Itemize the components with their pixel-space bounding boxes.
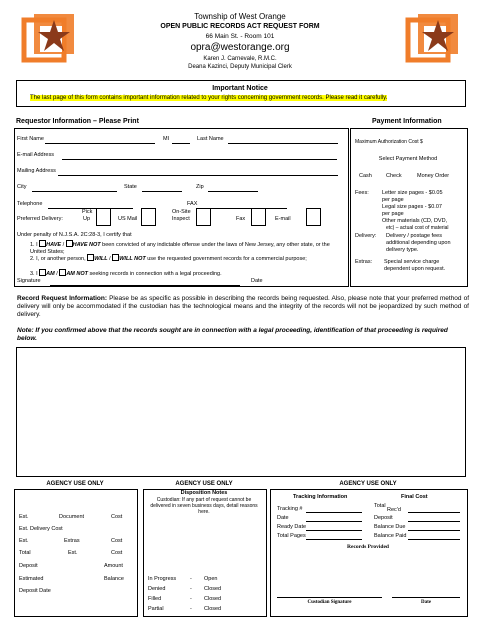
onsite-label-bottom: Inspect [172, 216, 190, 222]
logo-right-icon [402, 12, 460, 70]
am-label: AM [46, 271, 55, 277]
cert-item-2-post: use the requested government records for a commercial purpose; [145, 256, 307, 262]
record-request-info [17, 295, 469, 319]
final-cost-title: Final Cost [401, 494, 428, 500]
penalty-text: Under penalty of N.J.S.A. 2C:28-3, I certify that [17, 232, 132, 238]
deposit-date-label: Deposit Date [19, 588, 51, 594]
final-deposit-label: Deposit [374, 515, 393, 521]
ready-date-label: Ready Date [277, 524, 307, 530]
total-label: Total [19, 550, 31, 556]
agency-header-1: AGENCY USE ONLY [46, 481, 104, 487]
check-option[interactable]: Check [386, 173, 402, 179]
preferred-label: Preferred Delivery: [17, 216, 63, 222]
fee-line-4: Other materials (CD, DVD, [382, 218, 448, 224]
cert-item-3 [30, 268, 340, 278]
max-cost-label: Maximum Authorization Cost $ [355, 139, 423, 145]
fee-line-5: etc) – actual cost of material [386, 225, 449, 231]
first-name-field[interactable] [45, 143, 155, 144]
cert-item-2-pre: 2. I, or another person, [30, 256, 88, 262]
am-checkbox[interactable] [39, 269, 46, 276]
extras-line-0: Special service charge [384, 259, 440, 265]
balance-paid-label: Balance Paid [374, 533, 407, 539]
cert-item-1-sep: / [61, 242, 66, 248]
record-request-note: Note: If you confirmed above that the records sought are in connection with a legal proceeding, identification of that proceeding is required below. [17, 327, 448, 342]
usmail-label: US Mail [118, 216, 138, 222]
cert-item-3-pre: 3. I [30, 271, 40, 277]
will-not-label: WILL NOT [119, 256, 146, 262]
signature-label: Signature [17, 278, 41, 284]
amount-label: Amount [104, 563, 123, 569]
pickup-label-top: Pick [82, 209, 93, 215]
mi-field[interactable] [172, 143, 190, 144]
status-dash-1: - [190, 586, 192, 592]
status-right-1: Closed [204, 586, 222, 592]
delivery-line-2: delivery type. [386, 247, 419, 253]
final-recd-field[interactable] [408, 512, 460, 513]
fax-option-label: Fax [236, 216, 246, 222]
am-not-checkbox[interactable] [59, 269, 66, 276]
final-total-label: Total [374, 503, 386, 509]
est3-label: Est. [68, 550, 78, 556]
cert-item-2-sep: / [107, 256, 113, 262]
status-left-3: Partial [148, 606, 164, 612]
pickup-label-bottom: Up [83, 216, 91, 222]
mi-label: MI [163, 136, 170, 142]
last-name-field[interactable] [228, 143, 338, 144]
records-provided-label: Records Provided [347, 544, 389, 550]
form-title: OPEN PUBLIC RECORDS ACT REQUEST FORM [160, 23, 320, 30]
extras-label: Extras: [355, 259, 373, 265]
status-dash-2: - [190, 596, 192, 602]
zip-label: Zip [196, 184, 204, 190]
cost-label: Cost [111, 514, 123, 520]
est2-label: Est. [19, 538, 29, 544]
onsite-checkbox[interactable] [196, 208, 211, 226]
total-pages-label: Total Pages [277, 533, 306, 539]
have-not-checkbox[interactable] [66, 240, 73, 247]
payment-heading: Payment Information [372, 118, 442, 125]
requestor-heading: Requestor Information – Please Print [16, 118, 139, 125]
cert-item-3-sep: / [54, 271, 60, 277]
logo-left-icon [18, 12, 76, 70]
agency-header-2: AGENCY USE ONLY [175, 481, 233, 487]
fax-option-checkbox[interactable] [251, 208, 266, 226]
fee-line-2: Legal size pages - $0.07 [382, 204, 442, 210]
mailing-field[interactable] [58, 175, 338, 176]
notice-title: Important Notice [212, 85, 268, 92]
usmail-checkbox[interactable] [141, 208, 156, 226]
mailing-label: Mailing Address [17, 168, 56, 174]
est-label: Est. [19, 514, 29, 520]
email-option-label: E-mail [275, 216, 291, 222]
total-pages-field[interactable] [306, 539, 362, 540]
last-name-label: Last Name [197, 136, 224, 142]
state-field[interactable] [142, 191, 182, 192]
custodian-signature-field[interactable] [277, 597, 382, 598]
cost2-label: Cost [111, 538, 123, 544]
custodian-signature-label: Custodian Signature [307, 600, 352, 605]
township-name: Township of West Orange [194, 12, 286, 21]
fee-line-0: Letter size pages - $0.05 [382, 190, 443, 196]
delivery-label: Delivery: [355, 233, 377, 239]
status-left-0: In Progress [148, 576, 177, 582]
balance-label: Balance [104, 576, 124, 582]
estimated-label: Estimated [19, 576, 44, 582]
tracking-date-label: Date [277, 515, 289, 521]
email-label: E-mail Address [17, 152, 54, 158]
pickup-checkbox[interactable] [96, 208, 111, 226]
onsite-label-top: On-Site [172, 209, 191, 215]
tracking-field[interactable] [306, 512, 362, 513]
est-delivery-label: Est. Delivery Cost [19, 526, 63, 532]
email-link[interactable]: opra@westorange.org [190, 42, 290, 53]
cert-item-1-pre: 1. I [30, 242, 40, 248]
city-field[interactable] [32, 191, 117, 192]
fax-field[interactable] [202, 208, 287, 209]
custodian-date-label: Date [421, 600, 431, 605]
status-dash-3: - [190, 606, 192, 612]
custodian-date-field[interactable] [392, 597, 460, 598]
cash-option[interactable]: Cash [359, 173, 372, 179]
will-label: WILL [94, 256, 108, 262]
select-method-label: Select Payment Method [378, 156, 438, 162]
status-right-0: Open [204, 576, 218, 582]
notice-text [30, 95, 460, 102]
email-field[interactable] [62, 159, 337, 160]
cost3-label: Cost [111, 550, 123, 556]
notice-text-content: The last page of this form contains important information related to your rights concerning government records. Please read it carefully. [30, 95, 388, 101]
balance-due-field[interactable] [408, 530, 460, 531]
record-request-lead: Record Request Information: [17, 295, 108, 302]
have-checkbox[interactable] [39, 240, 46, 247]
first-name-label: First Name [17, 136, 44, 142]
status-right-2: Closed [204, 596, 222, 602]
city-label: City [17, 184, 27, 190]
disposition-title: Disposition Notes [180, 490, 228, 496]
have-label: HAVE [46, 242, 62, 248]
state-label: State [124, 184, 137, 190]
extras2-label: Extras [64, 538, 80, 544]
balance-paid-field[interactable] [408, 539, 460, 540]
signature-field[interactable] [50, 285, 240, 286]
am-not-label: AM NOT [66, 271, 89, 277]
record-request-text: Please be as specific as possible in describing the records being requested. Also, please note that your preferred method of delivery will only be accommodated if the custodian has the technological means and the integrity of the records will not be jeopardized by such method of delivery. [17, 295, 469, 318]
have-not-label: HAVE NOT [72, 242, 101, 248]
tracking-label: Tracking # [277, 506, 303, 512]
fax-label: FAX [187, 201, 198, 207]
zip-field[interactable] [208, 191, 258, 192]
clerk-name: Karen J. Carnevale, R.M.C. [203, 56, 277, 62]
deposit-label: Deposit [19, 563, 38, 569]
tracking-title: Tracking Information [293, 494, 348, 500]
date-label: Date [251, 278, 263, 284]
final-deposit-field[interactable] [408, 521, 460, 522]
fees-label: Fees: [355, 190, 369, 196]
tracking-date-field[interactable] [306, 521, 362, 522]
status-right-3: Closed [204, 606, 222, 612]
agency-header-3: AGENCY USE ONLY [339, 481, 397, 487]
fee-line-3: per page [382, 211, 404, 217]
delivery-line-1: additional depending upon [386, 240, 451, 246]
cert-item-1-post: been convicted of any indictable offense under the laws of New Jersey, any other state, or the United States; [30, 242, 330, 255]
address: 66 Main St. - Room 101 [205, 33, 275, 40]
extras-line-1: dependent upon request. [384, 266, 446, 272]
cert-item-3-post: seeking records in connection with a legal proceeding. [88, 271, 222, 277]
money-order-option[interactable]: Money Order [417, 173, 450, 179]
final-recd-label: Rec'd [387, 507, 401, 513]
will-checkbox[interactable] [87, 254, 94, 261]
fee-line-1: per page [382, 197, 404, 203]
delivery-line-0: Delivery / postage fees [386, 233, 442, 239]
deputy-name: Deana Kazinci, Deputy Municipal Clerk [188, 64, 292, 70]
status-dash-0: - [190, 576, 192, 582]
document-label: Document [59, 514, 85, 520]
status-left-2: Filled [148, 596, 162, 602]
status-left-1: Denied [148, 586, 166, 592]
will-not-checkbox[interactable] [112, 254, 119, 261]
record-request-textarea[interactable] [16, 347, 466, 477]
disposition-text: Custodian: If any part of request cannot be delivered in seven business days, detail reasons here. [150, 497, 258, 515]
email-option-checkbox[interactable] [306, 208, 321, 226]
balance-due-label: Balance Due [374, 524, 406, 530]
telephone-label: Telephone [17, 201, 43, 207]
ready-date-field[interactable] [306, 530, 362, 531]
cert-item-2 [30, 253, 340, 263]
